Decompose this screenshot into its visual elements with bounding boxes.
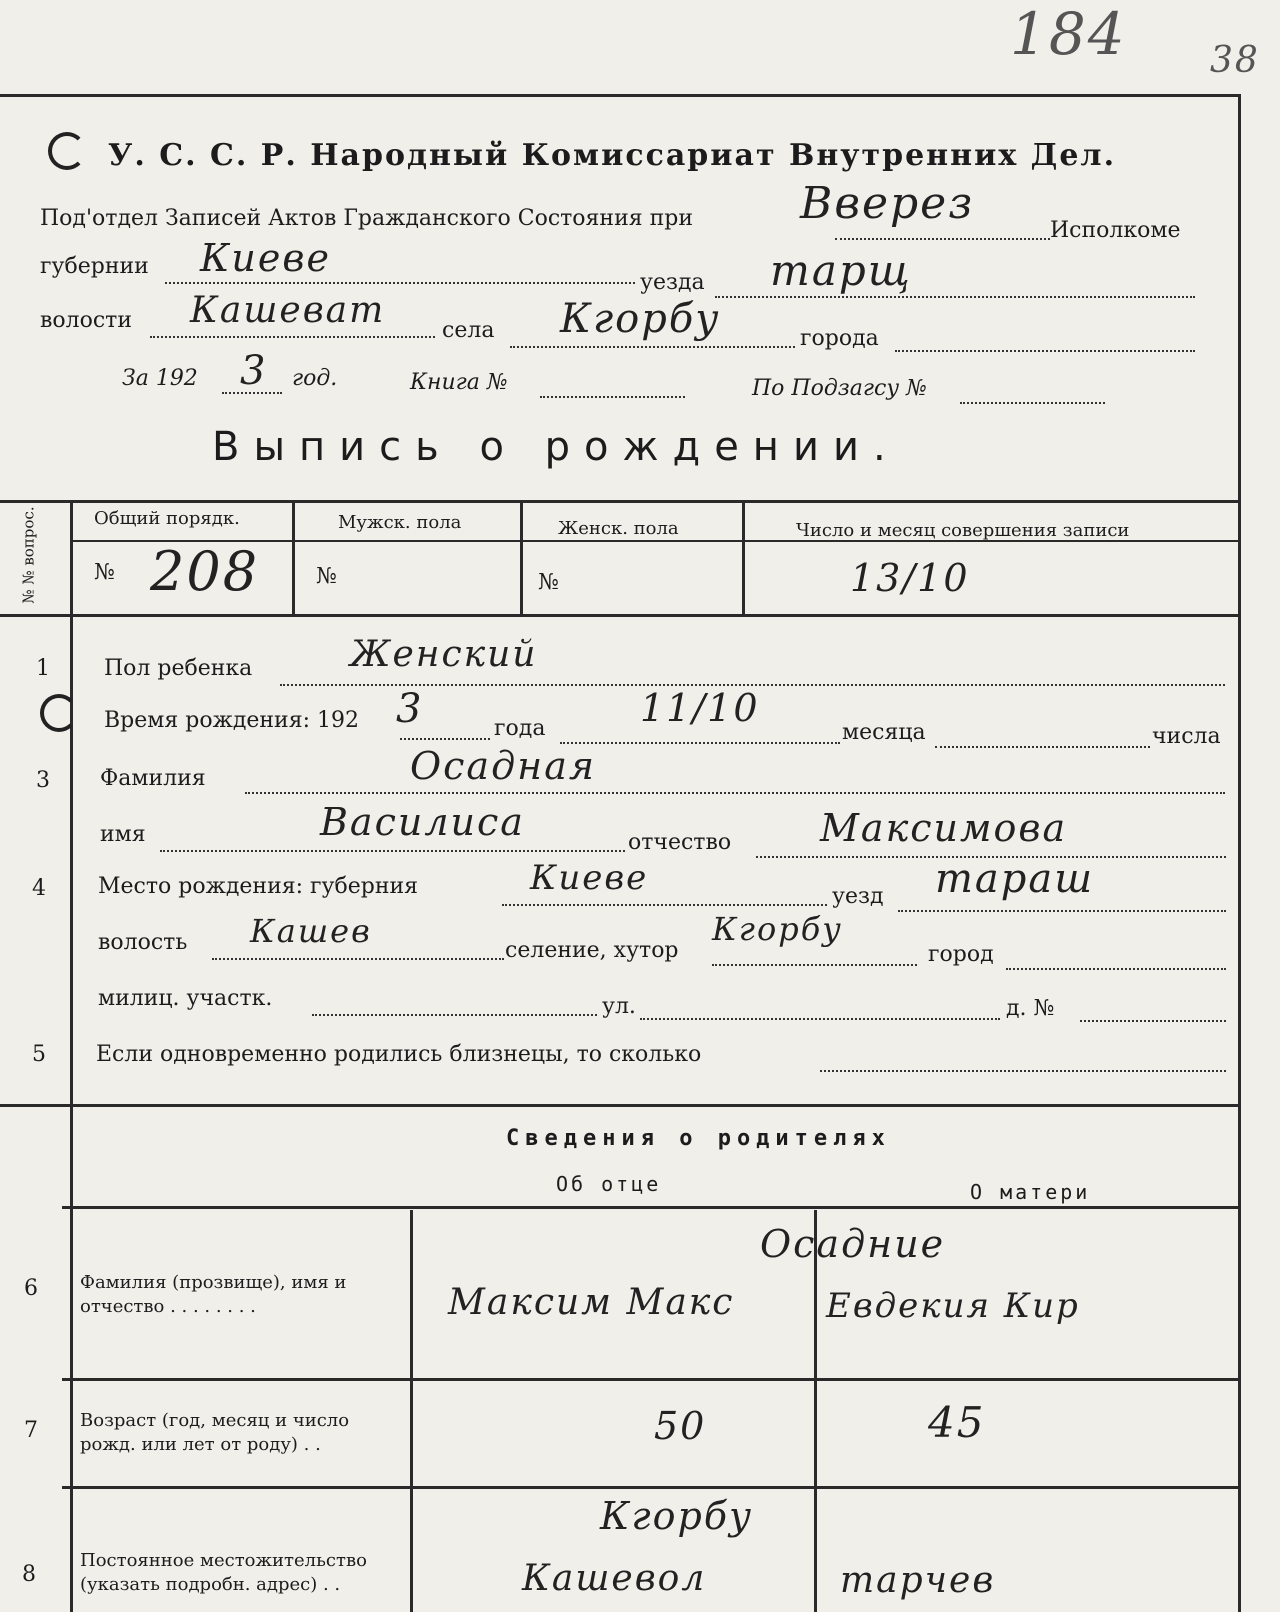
doc-title: Выпись о рождении. bbox=[212, 424, 900, 470]
gubernia-label: губернии bbox=[40, 254, 149, 279]
volost-label: волости bbox=[40, 308, 133, 333]
selo-label: села bbox=[442, 318, 495, 343]
date-value: 13/10 bbox=[850, 556, 970, 600]
q7-label-line2: рожд. или лет от роду) . . bbox=[80, 1434, 321, 1455]
q4-street-label: ул. bbox=[602, 994, 636, 1019]
q7-father-value: 50 bbox=[654, 1404, 707, 1448]
q2-year-value: 3 bbox=[396, 686, 424, 732]
q8-mother-value: тарчев bbox=[840, 1560, 996, 1601]
col-male-header: Мужск. пола bbox=[338, 512, 462, 533]
parents-header-line bbox=[62, 1206, 1238, 1209]
parents-row-line-2 bbox=[62, 1486, 1238, 1489]
uezd-label: уезда bbox=[640, 270, 705, 295]
volost-value: Кашеват bbox=[190, 290, 386, 331]
male-no-sign: № bbox=[316, 564, 337, 589]
year-dots bbox=[222, 392, 282, 394]
table-bottom-line bbox=[0, 614, 1240, 617]
q6-label-line1: Фамилия (прозвище), имя и bbox=[80, 1272, 347, 1293]
subdept-label: Под'отдел Записей Актов Гражданского Состояния при bbox=[40, 206, 694, 231]
q2-year-label: года bbox=[494, 716, 546, 741]
parents-col-line-1 bbox=[410, 1210, 413, 1612]
uezd-value: тарщ bbox=[770, 246, 912, 295]
q3-name-label: имя bbox=[100, 822, 146, 847]
q1-number: 1 bbox=[36, 656, 50, 681]
hole-punch-icon bbox=[48, 132, 86, 170]
q5-dots bbox=[820, 1070, 1226, 1072]
q4-house-dots bbox=[1080, 1020, 1226, 1022]
q4-house-label: д. № bbox=[1006, 996, 1055, 1021]
q2-day-label: числа bbox=[1152, 724, 1221, 749]
q4-uezd-dots bbox=[898, 910, 1226, 912]
q1-value: Женский bbox=[350, 634, 538, 675]
table-col-line-3 bbox=[520, 500, 523, 614]
q4-label: Место рождения: губерния bbox=[98, 874, 419, 899]
col-female-header: Женск. пола bbox=[558, 518, 679, 539]
q8-label-line1: Постоянное местожительство bbox=[80, 1550, 367, 1571]
parents-father-header: Об отце bbox=[556, 1172, 662, 1196]
q2-label: Время рождения: 192 bbox=[104, 708, 359, 733]
q4-uezd-value: тараш bbox=[935, 856, 1095, 902]
q2-month-dots bbox=[560, 742, 840, 744]
q3-number: 3 bbox=[36, 768, 50, 793]
frame-right bbox=[1238, 94, 1241, 1612]
q2-day-dots bbox=[935, 746, 1150, 748]
q4-militsia-label: милиц. участк. bbox=[98, 986, 273, 1011]
q8-label-line2: (указать подробн. адрес) . . bbox=[80, 1574, 341, 1595]
q4-selenie-value: Кгорбу bbox=[712, 910, 843, 948]
q6-number: 6 bbox=[24, 1276, 38, 1301]
q-section-bottom-line bbox=[0, 1104, 1240, 1107]
q4-volost-label: волость bbox=[98, 930, 188, 955]
q5-number: 5 bbox=[32, 1042, 46, 1067]
q7-label-line1: Возраст (год, месяц и число bbox=[80, 1410, 350, 1431]
archive-number: 184 bbox=[1010, 0, 1127, 68]
q4-selenie-dots bbox=[712, 964, 917, 966]
q3-dots bbox=[245, 792, 1225, 794]
parents-row-line-1 bbox=[62, 1378, 1238, 1381]
q4-gorod-label: город bbox=[928, 942, 994, 967]
subdept-dots bbox=[835, 238, 1050, 240]
gubernia-value: Киеве bbox=[200, 236, 331, 280]
selo-value: Кгорбу bbox=[560, 296, 721, 342]
table-col-line-4 bbox=[742, 500, 745, 614]
q6-label-line2: отчество . . . . . . . . bbox=[80, 1296, 256, 1317]
q7-number: 7 bbox=[24, 1418, 38, 1443]
table-col-line-2 bbox=[292, 500, 295, 614]
q3-name-dots bbox=[160, 850, 625, 852]
ispolkom-label: Исполкоме bbox=[1050, 218, 1181, 243]
book-label: Книга № bbox=[410, 370, 508, 395]
q4-volost-value: Кашев bbox=[250, 912, 372, 950]
book-dots bbox=[540, 396, 685, 398]
q1-label: Пол ребенка bbox=[104, 656, 253, 681]
year-prefix: За 192 bbox=[122, 366, 198, 391]
q8-above-value: Кгорбу bbox=[600, 1494, 754, 1538]
col-date-header: Число и месяц совершения записи bbox=[796, 520, 1130, 541]
table-top-line bbox=[0, 500, 1240, 503]
q5-label: Если одновременно родились близнецы, то сколько bbox=[96, 1042, 702, 1067]
q6-father-value: Максим Макс bbox=[448, 1282, 735, 1323]
q2-month-label: месяца bbox=[842, 720, 926, 745]
parents-mother-header: О матери bbox=[970, 1180, 1091, 1204]
gorod-dots bbox=[895, 350, 1195, 352]
q2-year-dots bbox=[400, 738, 490, 740]
q-header: № № вопрос. bbox=[19, 506, 38, 604]
q4-street-dots bbox=[640, 1018, 1000, 1020]
table-col-line-1 bbox=[70, 500, 73, 1612]
q8-father-value: Кашевол bbox=[522, 1558, 707, 1599]
q3-value: Осадная bbox=[410, 744, 597, 788]
q6-above-value: Осадние bbox=[760, 1222, 946, 1266]
year-value: 3 bbox=[240, 348, 268, 394]
volost-dots bbox=[150, 336, 435, 338]
selo-dots bbox=[510, 346, 795, 348]
hole-punch-icon-2 bbox=[40, 694, 78, 732]
q2-date-value: 11/10 bbox=[640, 686, 760, 730]
q7-mother-value: 45 bbox=[928, 1398, 986, 1447]
q6-mother-value: Евдекия Кир bbox=[826, 1286, 1080, 1326]
podzags-dots bbox=[960, 402, 1105, 404]
uezd-dots bbox=[715, 296, 1195, 298]
q4-uezd-label: уезд bbox=[832, 884, 884, 909]
year-suffix: год. bbox=[292, 366, 338, 391]
col-general-header: Общий порядк. bbox=[94, 508, 240, 529]
gorod-label: города bbox=[800, 326, 879, 351]
q8-number: 8 bbox=[22, 1562, 36, 1587]
q3-label: Фамилия bbox=[100, 766, 206, 791]
q4-gubernia-value: Киеве bbox=[530, 858, 649, 898]
q3-patronymic-label: отчество bbox=[628, 830, 732, 855]
header-title: У. С. С. Р. Народный Комиссариат Внутренних Дел. bbox=[108, 138, 1117, 173]
q4-gorod-dots bbox=[1006, 968, 1226, 970]
podzags-label: По Подзагсу № bbox=[752, 376, 927, 401]
q3-name-value: Василиса bbox=[320, 800, 525, 844]
archive-sub-number: 38 bbox=[1210, 40, 1260, 81]
general-value: 208 bbox=[150, 540, 260, 603]
female-no-sign: № bbox=[538, 570, 559, 595]
parents-col-line-2 bbox=[814, 1210, 817, 1612]
q4-militsia-dots bbox=[312, 1014, 597, 1016]
q4-gubernia-dots bbox=[502, 904, 827, 906]
q3-patronymic-value: Максимова bbox=[820, 806, 1068, 850]
general-no-sign: № bbox=[94, 560, 115, 585]
q4-volost-dots bbox=[212, 958, 504, 960]
subdept-value: Вверез bbox=[800, 178, 975, 229]
gubernia-dots bbox=[165, 282, 635, 284]
q4-number: 4 bbox=[32, 876, 46, 901]
q4-selenie-label: селение, хутор bbox=[505, 938, 679, 963]
frame-top bbox=[0, 94, 1240, 97]
parents-title: Сведения о родителях bbox=[506, 1126, 891, 1151]
